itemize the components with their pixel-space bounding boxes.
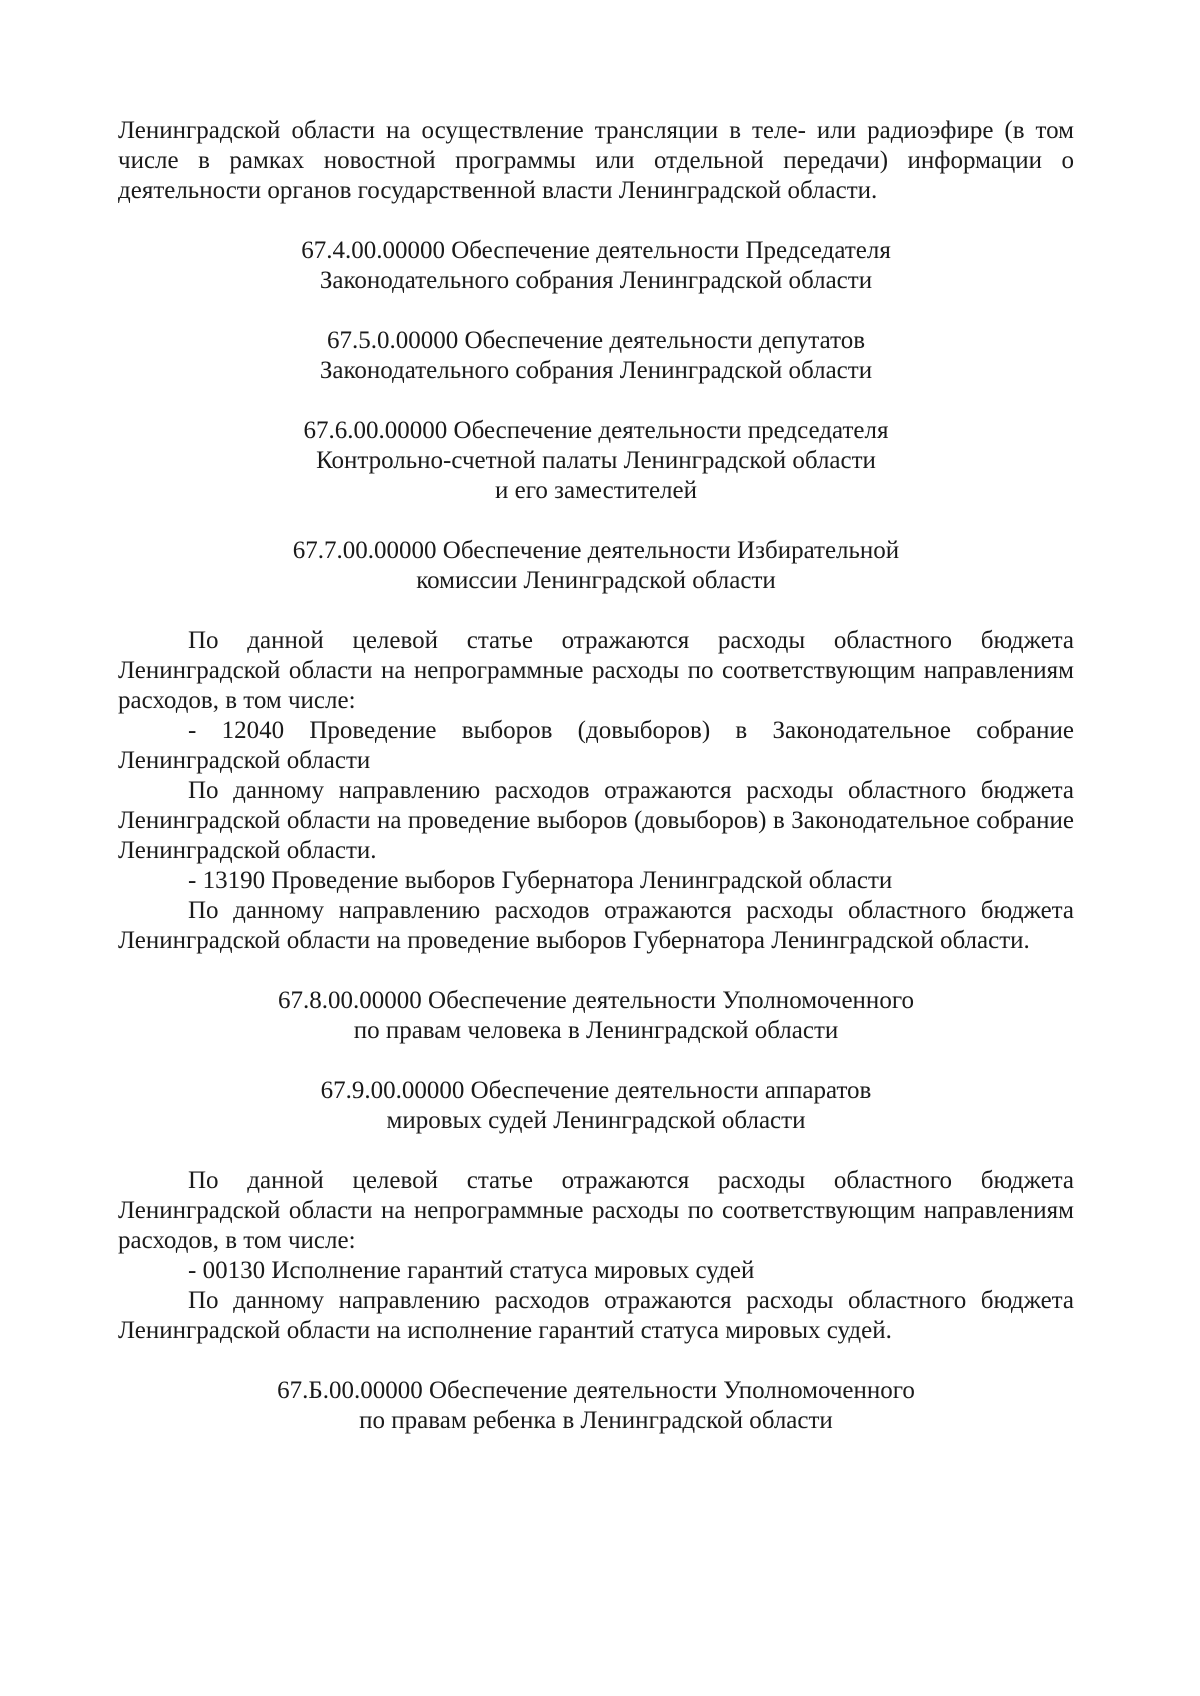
heading-line: комиссии Ленинградской области xyxy=(416,567,776,594)
heading-line: и его заместителей xyxy=(495,477,697,504)
document-body xyxy=(118,116,1074,1436)
heading-line: 67.7.00.00000 Обеспечение деятельности Избирательной xyxy=(292,537,900,564)
heading-line: по правам ребенка в Ленинградской области xyxy=(359,1407,833,1434)
body-paragraph: - 00130 Исполнение гарантий статуса мировых судей xyxy=(188,1257,755,1284)
section-heading xyxy=(118,986,1074,1046)
heading-line: 67.4.00.00000 Обеспечение деятельности Председателя xyxy=(301,237,891,264)
heading-line: 67.Б.00.00000 Обеспечение деятельности Уполномоченного xyxy=(277,1377,915,1404)
body-paragraph: По данному направлению расходов отражаются расходы областного бюджета Ленинградской области на исполнение гарантий статуса мировых судей. xyxy=(118,1287,1074,1344)
body-paragraph: - 13190 Проведение выборов Губернатора Ленинградской области xyxy=(188,867,893,894)
heading-line: Законодательного собрания Ленинградской области xyxy=(319,267,873,294)
heading-line: 67.9.00.00000 Обеспечение деятельности аппаратов xyxy=(320,1077,872,1104)
section-heading xyxy=(118,536,1074,596)
section-heading xyxy=(118,326,1074,386)
body-paragraph: По данному направлению расходов отражаются расходы областного бюджета Ленинградской области на проведение выборов Губернатора Ленинградской области. xyxy=(118,897,1074,954)
section-heading xyxy=(118,416,1074,506)
body-paragraph: По данному направлению расходов отражаются расходы областного бюджета Ленинградской области на проведение выборов (довыборов) в Законодательное собрание Ленинградской области. xyxy=(118,777,1074,864)
body-paragraph: - 12040 Проведение выборов (довыборов) в Законодательное собрание Ленинградской области xyxy=(118,717,1074,774)
heading-line: 67.6.00.00000 Обеспечение деятельности председателя xyxy=(303,417,889,444)
section-heading xyxy=(118,1076,1074,1136)
heading-line: Законодательного собрания Ленинградской области xyxy=(319,357,873,384)
heading-line: по правам человека в Ленинградской области xyxy=(353,1017,839,1044)
body-paragraph: По данной целевой статье отражаются расходы областного бюджета Ленинградской области на непрограммные расходы по соответствующим направлениям расходов, в том числе: xyxy=(118,1167,1074,1254)
heading-line: 67.8.00.00000 Обеспечение деятельности Уполномоченного xyxy=(278,987,914,1014)
section-heading xyxy=(118,236,1074,296)
body-paragraph: Ленинградской области на осуществление трансляции в теле- или радиоэфире (в том числе в рамках новостной программы или отдельной передачи) информации о деятельности органов государственной власти Ленинградской области. xyxy=(118,117,1074,204)
section-heading xyxy=(118,1376,1074,1436)
heading-line: Контрольно-счетной палаты Ленинградской области xyxy=(316,447,876,474)
body-paragraph: По данной целевой статье отражаются расходы областного бюджета Ленинградской области на непрограммные расходы по соответствующим направлениям расходов, в том числе: xyxy=(118,627,1074,714)
heading-line: мировых судей Ленинградской области xyxy=(386,1107,806,1134)
heading-line: 67.5.0.00000 Обеспечение деятельности депутатов xyxy=(326,327,866,354)
